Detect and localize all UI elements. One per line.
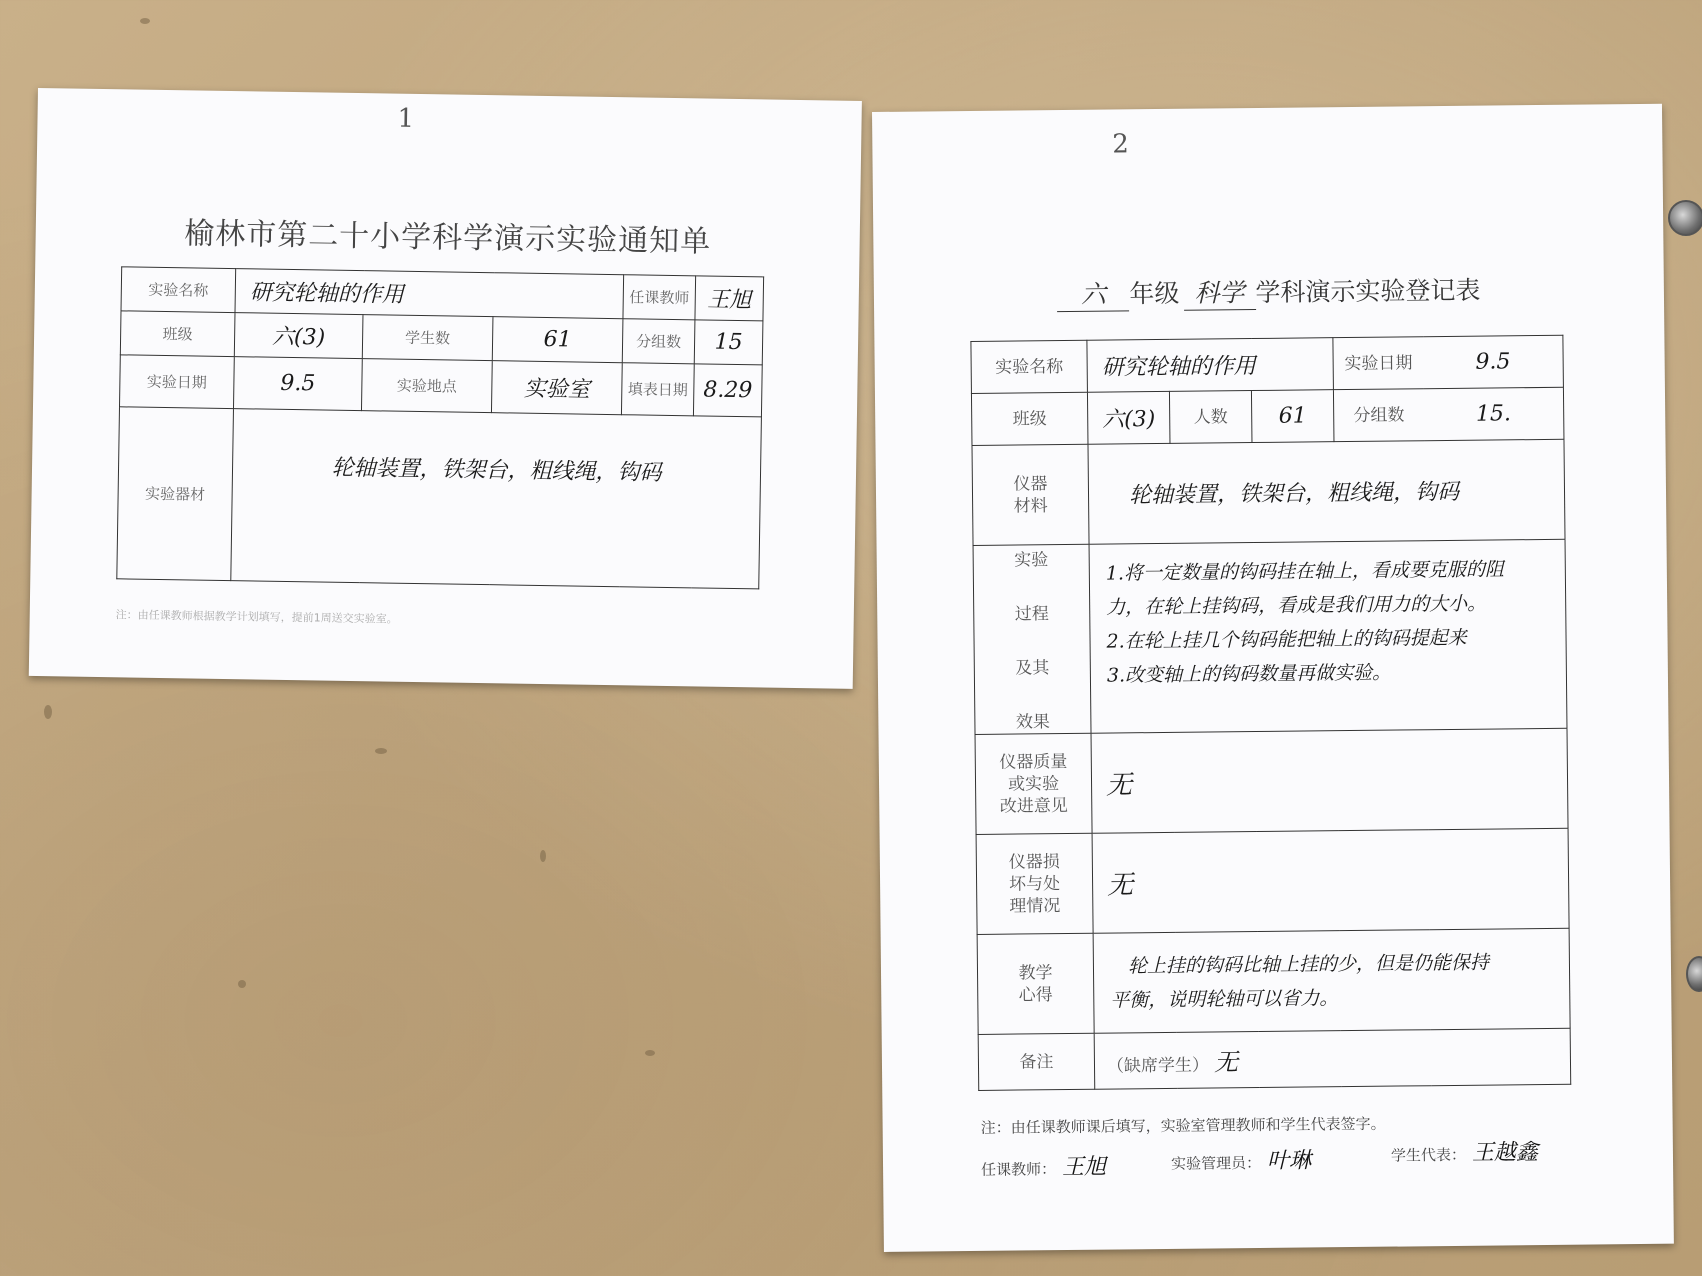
- class-label: 班级: [120, 311, 235, 357]
- materials-label-line: 仪器: [1013, 473, 1048, 495]
- admin-signature: [1171, 1143, 1311, 1175]
- reflection-label: [977, 933, 1094, 1034]
- process-label-line: 过程: [1014, 604, 1049, 625]
- exp-date-value: 9.5: [233, 357, 362, 411]
- grade-blank: 六: [1057, 274, 1129, 312]
- reflection-label-line: 教学: [1018, 962, 1053, 984]
- board-speck: [44, 705, 52, 719]
- quality-label: [975, 733, 1092, 834]
- absent-value: 无: [1213, 1048, 1239, 1077]
- student-signature-name: 王越鑫: [1471, 1140, 1539, 1166]
- fill-date-label: 填表日期: [621, 363, 694, 416]
- remarks-label: 备注: [978, 1033, 1095, 1090]
- students-label: 学生数: [362, 315, 493, 361]
- reg-class-label: 班级: [971, 392, 1088, 445]
- reg-exp-date-label: 实验日期: [1333, 337, 1424, 390]
- materials-label: [972, 444, 1089, 545]
- damage-label-line: 仪器损: [1008, 851, 1060, 873]
- reg-count-value: 61: [1251, 390, 1334, 443]
- sheet-number-mark: 1: [397, 103, 415, 134]
- reg-class-value: 六(3): [1087, 391, 1170, 444]
- place-label: 实验地点: [361, 359, 492, 413]
- groups-value: 15: [694, 320, 763, 365]
- materials-value: 轮轴装置，铁架台，粗线绳，钩码: [1088, 439, 1565, 544]
- teacher-label: 任课教师: [623, 275, 696, 320]
- process-label: [973, 544, 1091, 734]
- reg-count-label: 人数: [1169, 391, 1252, 444]
- sheet-number-mark: 2: [1112, 129, 1130, 160]
- equipment-value: 轮轴装置，铁架台，粗线绳，钩码: [231, 409, 762, 589]
- board-speck: [238, 980, 246, 988]
- groups-label: 分组数: [622, 319, 695, 364]
- grade-suffix: 年级: [1129, 278, 1180, 309]
- notice-sheet: [29, 88, 862, 689]
- reg-exp-date-value: 9.5: [1423, 335, 1564, 388]
- reflection-line: 轮上挂的钩码比轴上挂的少，但是仍能保持: [1127, 951, 1490, 978]
- quality-value: 无: [1091, 728, 1568, 833]
- register-footnote: 注：由任课教师课后填写，实验室管理教师和学生代表签字。: [980, 1114, 1386, 1137]
- student-signature: [1391, 1135, 1538, 1168]
- admin-signature-name: 叶琳: [1266, 1148, 1312, 1174]
- fill-date-value: 8.29: [693, 364, 762, 417]
- register-title: [874, 269, 1664, 314]
- subject-blank: 科学: [1183, 273, 1255, 311]
- process-value: [1089, 539, 1567, 733]
- reg-exp-name-label: 实验名称: [971, 340, 1088, 393]
- materials-label-line: 材料: [1013, 495, 1048, 517]
- place-value: 实验室: [491, 361, 622, 415]
- process-line: 3.改变轴上的钩码数量再做实验。: [1106, 661, 1392, 687]
- title-suffix: 学科演示实验登记表: [1255, 275, 1481, 307]
- process-line: 力，在轮上挂钩码，看成是我们用力的大小。: [1106, 592, 1487, 619]
- exp-date-label: 实验日期: [120, 355, 235, 409]
- damage-value: 无: [1092, 828, 1569, 933]
- reg-groups-label: 分组数: [1333, 389, 1424, 442]
- reflection-line: 平衡，说明轮轴可以省力。: [1110, 987, 1339, 1012]
- process-label-line: 及其: [1015, 658, 1050, 679]
- wall-screw: [1686, 956, 1702, 992]
- reflection-value: [1093, 928, 1570, 1033]
- teacher-signature-name: 王旭: [1061, 1154, 1107, 1181]
- register-sheet: [872, 104, 1674, 1252]
- notice-footnote: 注：由任课教师根据教学计划填写，提前1周送交实验室。: [115, 608, 398, 626]
- reg-groups-value: 15.: [1423, 387, 1564, 440]
- teacher-signature: [981, 1150, 1106, 1182]
- student-signature-label: 学生代表：: [1390, 1145, 1467, 1165]
- quality-label-line: 改进意见: [999, 795, 1068, 817]
- damage-label-line: 坏与处: [1008, 873, 1061, 895]
- equipment-label: 实验器材: [117, 407, 234, 581]
- exp-name-value: 研究轮轴的作用: [235, 269, 624, 319]
- exp-name-label: 实验名称: [121, 267, 236, 313]
- teacher-signature-label: 任课教师：: [980, 1160, 1057, 1179]
- quality-label-line: 或实验: [1007, 773, 1060, 795]
- reg-exp-name-value: 研究轮轴的作用: [1087, 338, 1334, 393]
- process-line: 2.在轮上挂几个钩码能把轴上的钩码提起来: [1106, 626, 1467, 653]
- damage-label: [976, 833, 1093, 934]
- board-speck: [140, 18, 150, 24]
- process-label-line: 实验: [1014, 550, 1049, 571]
- quality-label-line: 仪器质量: [999, 751, 1068, 773]
- board-speck: [375, 748, 387, 754]
- students-value: 61: [492, 317, 623, 363]
- register-table: [970, 335, 1571, 1091]
- board-speck: [540, 850, 546, 862]
- admin-signature-label: 实验管理员：: [1170, 1153, 1262, 1173]
- process-line: 1.将一定数量的钩码挂在轴上，看成要克服的阻: [1105, 558, 1505, 585]
- notice-title: 榆林市第二十小学科学演示实验通知单: [183, 216, 712, 260]
- teacher-value: 王旭: [695, 276, 764, 321]
- wall-screw: [1668, 200, 1702, 236]
- absent-label: （缺席学生）: [1106, 1055, 1210, 1077]
- class-value: 六(3): [234, 313, 363, 359]
- remarks-value: [1094, 1028, 1571, 1089]
- board-speck: [645, 1050, 655, 1056]
- reflection-label-line: 心得: [1018, 984, 1053, 1006]
- damage-label-line: 理情况: [1009, 895, 1061, 917]
- notice-table: [116, 266, 764, 589]
- process-label-line: 效果: [1015, 712, 1051, 733]
